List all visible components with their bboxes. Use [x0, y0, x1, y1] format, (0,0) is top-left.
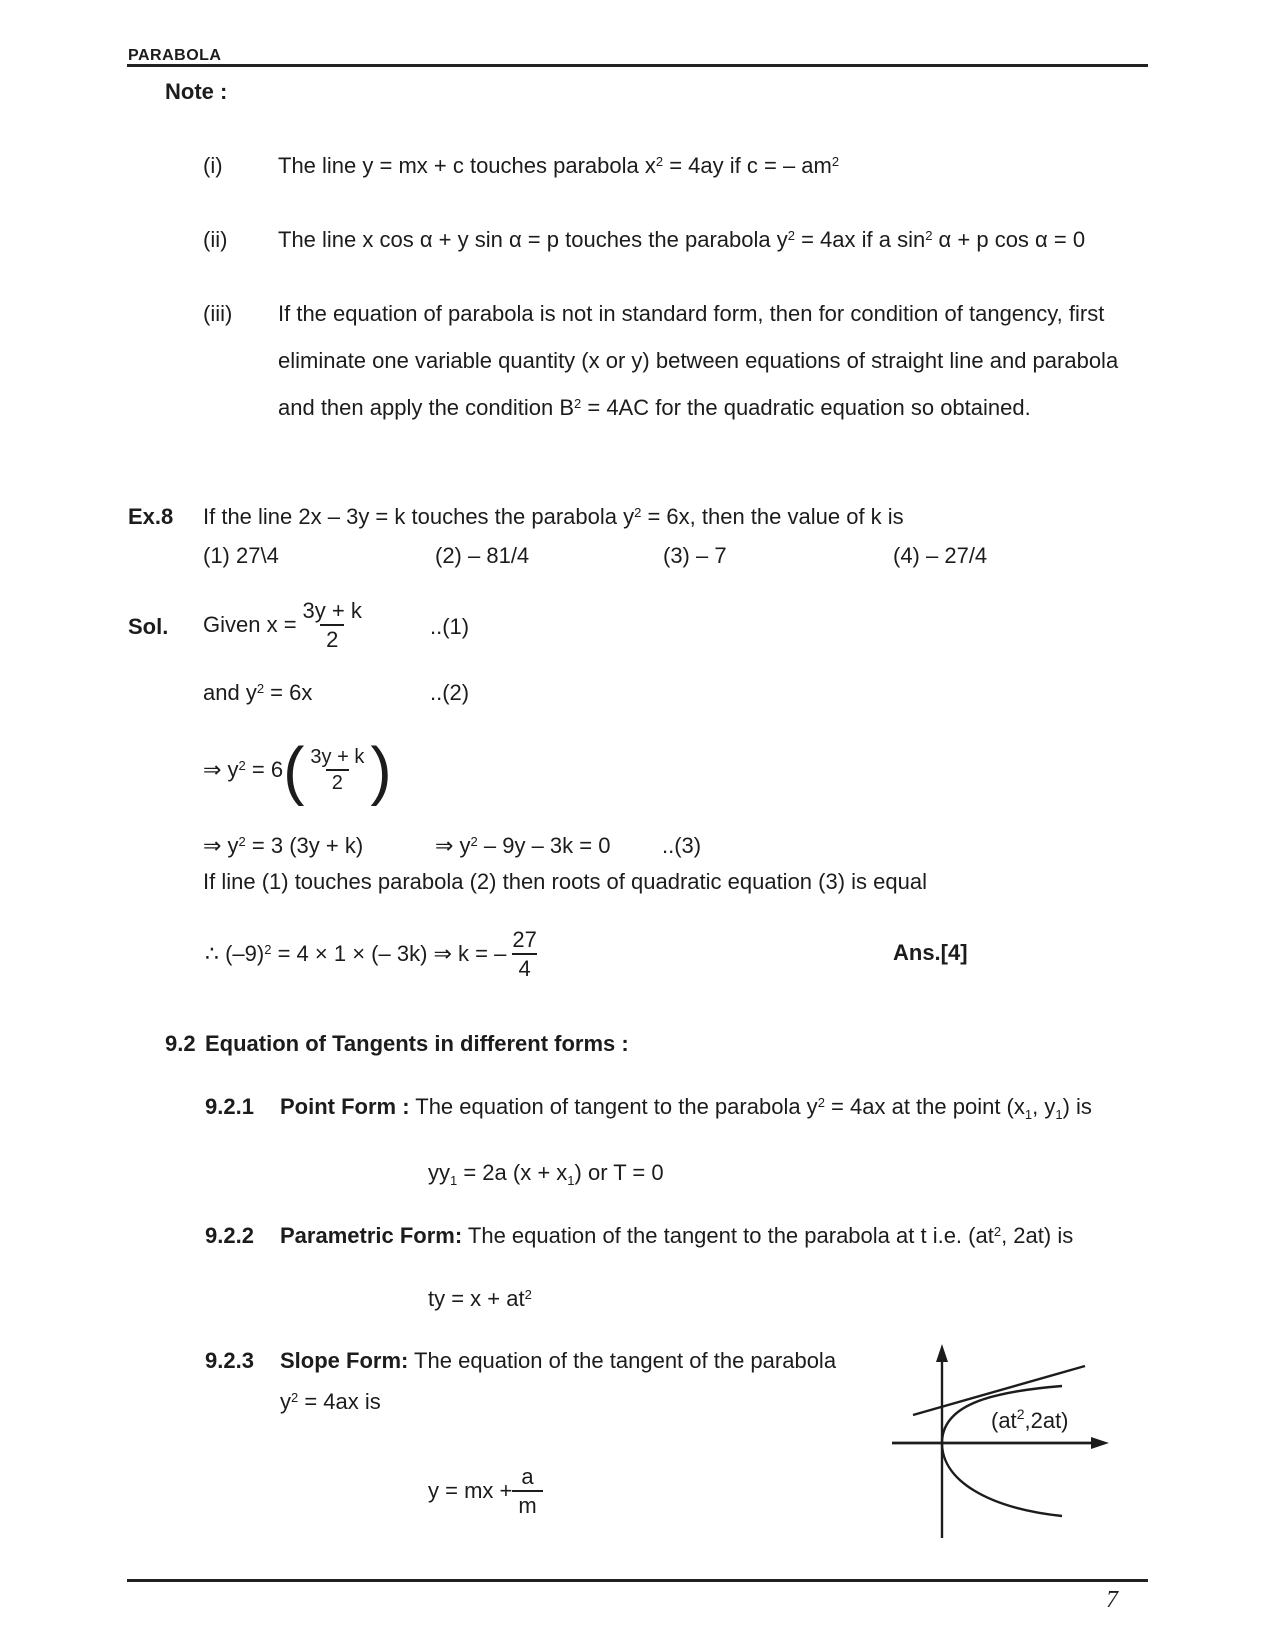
- figure-y-axis-arrow-icon: [936, 1344, 948, 1362]
- fraction-a-over-m: [512, 1463, 542, 1519]
- note-item-i-label: (i): [203, 153, 223, 178]
- note-item-ii-label: (ii): [203, 227, 228, 252]
- subsection-text: The equation of the tangent of the parabola: [408, 1348, 837, 1373]
- example-label: Ex.8: [128, 504, 174, 529]
- fraction-numerator: a: [521, 1464, 534, 1489]
- section-number: 9.2: [165, 1031, 196, 1056]
- parabola-tangent-figure: [875, 1338, 1125, 1548]
- note-item-ii-text: The line x cos α + y sin α = p touches the parabola $y^2 = 4ax$ if a $\sin^2 \alpha + p$ cos α = 0: [278, 227, 1086, 252]
- fraction-numerator: 27: [512, 927, 537, 952]
- fraction-denominator: 2: [326, 769, 349, 795]
- parametric-form-formula: ty = $x + at^2$: [428, 1286, 532, 1311]
- subsection-9-2-1: [205, 1093, 1092, 1121]
- subsection-9-2-2: [205, 1222, 1073, 1250]
- page-number: 7: [1106, 1587, 1118, 1613]
- figure-x-axis-arrow-icon: [1091, 1437, 1109, 1449]
- equation-ref-3: ..(3): [662, 833, 702, 858]
- section-9-2-heading: [165, 1030, 629, 1058]
- solution-step4a: ⇒ $y^2 = 3$ (3y + k): [203, 833, 364, 858]
- option-1: (1) 27\4: [203, 543, 279, 568]
- subsection-9-2-3: [205, 1347, 836, 1375]
- section-title: Equation of Tangents in different forms :: [205, 1031, 629, 1056]
- subsection-number: 9.2.1: [205, 1094, 254, 1119]
- subsection-heading: Parametric Form:: [280, 1223, 463, 1248]
- subsection-heading: Point Form :: [280, 1094, 410, 1119]
- note-heading: Note :: [165, 79, 228, 104]
- solution-given-line: [203, 596, 368, 653]
- fraction-denominator: m: [512, 1490, 542, 1519]
- figure-point-label: $(at^2,2at)$: [991, 1406, 1069, 1433]
- subsection-text: The equation of tangent to the parabola $y^2 = 4ax$ at the point ($x_1$, $y_1$) is: [409, 1094, 1092, 1122]
- figure-parabola-curve: [942, 1386, 1062, 1516]
- point-form-formula: $yy_1 = 2a$ $(x + x_1)$ or T = 0: [428, 1160, 664, 1188]
- fraction-numerator: 3y + k: [310, 746, 365, 768]
- answer-badge: Ans.[4]: [893, 940, 968, 965]
- subsection-text: The equation of the tangent to the parabola at t i.e. ($at^2$, 2at) is: [462, 1223, 1074, 1248]
- fraction-denominator: 4: [512, 953, 536, 982]
- option-3: (3) – 7: [663, 543, 727, 568]
- given-prefix: Given x =: [203, 611, 297, 637]
- fraction-27-over-4: [506, 926, 542, 982]
- note-item-iii-label: (iii): [203, 301, 233, 326]
- fraction-denominator: 2: [320, 624, 344, 653]
- equation-ref-2: ..(2): [430, 680, 470, 705]
- subsection-number: 9.2.2: [205, 1223, 254, 1248]
- subsection-9-2-3-line2: $y^2 = 4ax$ is: [280, 1389, 381, 1414]
- solution-conclusion-line: [205, 926, 543, 982]
- equation-ref-1: ..(1): [430, 614, 470, 639]
- solution-step5: If line (1) touches parabola (2) then roots of quadratic equation (3) is equal: [203, 869, 927, 894]
- note-item-i-text: The line y = mx + c touches parabola $x^2 = 4ay$ if c = – $am^2$: [278, 153, 840, 178]
- fraction-3yk-over-2-parens: [304, 745, 370, 795]
- slope-form-formula: [428, 1463, 543, 1519]
- solution-step3-line: [203, 733, 392, 807]
- note-item-iii-text-line3: and then apply the condition $B^2 = 4AC$ for the quadratic equation so obtained.: [278, 395, 1031, 420]
- option-4: (4) – 27/4: [893, 543, 988, 568]
- solution-step2: and $y^2 = 6x$: [203, 680, 313, 705]
- option-2: (2) – 81/4: [435, 543, 530, 568]
- solution-step4b: ⇒ $y^2 - 9y - 3k = 0$: [435, 833, 611, 858]
- step3-prefix: ⇒ $y^2 = 6$: [203, 757, 284, 782]
- fraction-numerator: 3y + k: [302, 597, 362, 623]
- page-header-title: PARABOLA: [128, 47, 222, 64]
- formula-prefix: y = mx +: [428, 1478, 513, 1503]
- note-item-iii-text-line2: eliminate one variable quantity (x or y) between equations of straight line and parabola: [278, 348, 1119, 373]
- right-paren: ): [370, 733, 392, 807]
- fraction-3yk-over-2: [297, 597, 368, 653]
- subsection-heading: Slope Form:: [280, 1348, 409, 1373]
- header-rule: [127, 64, 1148, 67]
- solution-label: Sol.: [128, 614, 169, 639]
- note-item-iii-text-line1: If the equation of parabola is not in standard form, then for condition of tangency, first: [278, 301, 1105, 326]
- example-question: If the line 2x – 3y = k touches the parabola $y^2 = 6x$, then the value of k is: [203, 504, 904, 529]
- subsection-number: 9.2.3: [205, 1348, 254, 1373]
- left-paren: (: [283, 733, 305, 807]
- footer-rule: [127, 1579, 1148, 1582]
- conclusion-prefix: ∴ $(-9)^2 = 4 \times 1$ × (– 3k) ⇒ k = –: [205, 941, 507, 966]
